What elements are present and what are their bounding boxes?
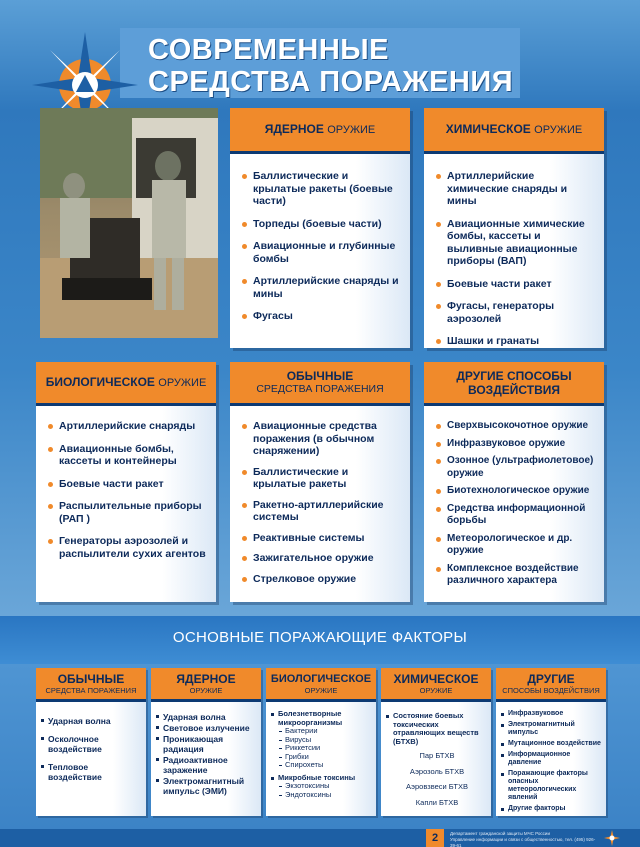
list-item: Инфразвуковое (501, 710, 603, 718)
factor-list (501, 710, 603, 813)
factor-card-other (496, 668, 606, 816)
list-item: Баллистические и крылатые ракеты (242, 466, 404, 491)
list-item: Артиллерийские снаряды (48, 420, 210, 433)
card-chemical-title-thin: ОРУЖИЕ (534, 124, 583, 136)
card-nuclear-list (242, 170, 404, 323)
factor-card-other-header (496, 668, 606, 702)
list-item: Радиоактивное заражение (156, 755, 258, 775)
factor-title: ОБЫЧНЫЕ (57, 672, 125, 686)
factor-card-chemical (381, 668, 491, 816)
list-item: Электромагнитный импульс (ЭМИ) (156, 776, 258, 796)
factor-subtitle: ОРУЖИЕ (189, 686, 223, 695)
factor-card-conventional (36, 668, 146, 816)
card-chemical-weapons (424, 108, 604, 348)
list-item: Тепловое воздействие (41, 762, 143, 782)
list-item: Аэрозоль БТХВ (409, 766, 465, 776)
card-conventional-title: ОБЫЧНЫЕ (286, 369, 354, 383)
footer-text (450, 831, 600, 847)
factor-title: ЯДЕРНОЕ (176, 672, 236, 686)
card-biological-list (48, 420, 210, 560)
factor-title: ДРУГИЕ (527, 672, 575, 686)
card-conventional-header (230, 362, 410, 406)
card-chemical-list (436, 170, 598, 348)
list-item: Баллистические и крылатые ракеты (боевые части) (242, 170, 404, 208)
card-conventional-weapons (230, 362, 410, 602)
card-other-header (424, 362, 604, 406)
list-item: Метеорологическое и др. оружие (436, 533, 598, 558)
factor-subtitle: ОРУЖИЕ (304, 686, 338, 695)
card-chemical-title-bold: ХИМИЧЕСКОЕ (445, 122, 531, 136)
list-item: Пар БТХВ (419, 751, 455, 760)
factor-list (41, 716, 143, 782)
list-item: Информационное давление (501, 751, 603, 767)
list-item: Грибки (271, 753, 373, 762)
footer-line-1: Департамент гражданской защиты МЧС России (450, 831, 550, 836)
list-item: Авиационные и глубинные бомбы (242, 240, 404, 265)
list-item: Стрелковое оружие (242, 573, 404, 586)
list-item: Распылительные приборы (РАП ) (48, 500, 210, 525)
factor-card-biological (266, 668, 376, 816)
list-item: Осколочное воздействие (41, 734, 143, 754)
factor-list (386, 712, 488, 807)
card-nuclear-title-bold: ЯДЕРНОЕ (264, 122, 324, 136)
list-item: Фугасы, генераторы аэрозолей (436, 300, 598, 325)
list-item: Поражающие факторы опасных метеорологических явлений (501, 770, 603, 802)
list-item: Авиационные бомбы, кассеты и контейнеры (48, 443, 210, 468)
list-item: Другие факторы (501, 805, 603, 813)
card-other-methods (424, 362, 604, 602)
card-biological-weapons (36, 362, 216, 602)
list-item: Авиационные средства поражения (в обычном снаряжении) (242, 420, 404, 458)
list-item: Вирусы (271, 736, 373, 745)
factors-title: ОСНОВНЫЕ ПОРАЖАЮЩИЕ ФАКТОРЫ (172, 629, 468, 646)
list-item: Аэровзвеси БТХВ (406, 782, 468, 791)
factor-card-nuclear (151, 668, 261, 816)
list-item: Комплексное воздействие различного характера (436, 563, 598, 588)
protective-suits-photo (40, 108, 218, 338)
card-conventional-list (242, 420, 404, 585)
list-item: Электромагнитный импульс (501, 721, 603, 737)
list-item: Состояние боевых токсических отравляющих веществ (БТХВ) (386, 712, 488, 746)
list-item: Сверхвысокочотное оружие (436, 420, 598, 433)
card-nuclear-title-thin: ОРУЖИЕ (327, 124, 376, 136)
list-item: Ракетно-артиллерийские системы (242, 499, 404, 524)
list-item: Артиллерийские снаряды и мины (242, 275, 404, 300)
list-item: Ударная волна (156, 712, 258, 722)
card-conventional-subtitle: СРЕДСТВА ПОРАЖЕНИЯ (256, 383, 384, 395)
list-item: Боевые части ракет (436, 278, 598, 291)
card-nuclear-weapons (230, 108, 410, 348)
list-item: Капли БТХВ (415, 797, 459, 807)
list-item: Боевые части ракет (48, 478, 210, 491)
list-item: Биотехнологическое оружие (436, 485, 598, 498)
factor-list (156, 712, 258, 796)
factor-list (271, 710, 373, 799)
list-item: Спирохеты (271, 761, 373, 770)
factor-title: ХИМИЧЕСКОЕ (393, 672, 479, 686)
card-other-title-2: ВОЗДЕЙСТВИЯ (467, 382, 560, 397)
card-other-title: ДРУГИЕ СПОСОБЫ (456, 368, 572, 383)
page-number: 2 (426, 829, 444, 847)
list-item: Микробные токсины (271, 774, 373, 783)
factor-card-biological-header (266, 668, 376, 702)
list-item: Эндотоксины (271, 791, 373, 800)
list-item: Ударная волна (41, 716, 143, 726)
list-item: Реактивные системы (242, 532, 404, 545)
card-biological-title-bold: БИОЛОГИЧЕСКОЕ (45, 375, 155, 389)
factor-title: БИОЛОГИЧЕСКОЕ (270, 673, 372, 685)
card-other-list (436, 420, 598, 588)
list-item: Экзотоксины (271, 782, 373, 791)
list-item: Торпеды (боевые части) (242, 218, 404, 231)
page-title: СОВРЕМЕННЫЕ СРЕДСТВА ПОРАЖЕНИЯ (148, 34, 514, 98)
list-item: Инфразвуковое оружие (436, 438, 598, 451)
list-item: Световое излучение (156, 723, 258, 733)
card-nuclear-header (230, 108, 410, 154)
factor-subtitle: СРЕДСТВА ПОРАЖЕНИЯ (45, 686, 137, 695)
factor-card-conventional-header (36, 668, 146, 702)
list-item: Авиационные химические бомбы, кассеты и выливные авиационные приборы (ВАП) (436, 218, 598, 268)
card-biological-title-thin: ОРУЖИЕ (158, 377, 207, 389)
list-item: Болезнетворные микроорганизмы (271, 710, 373, 727)
list-item: Шашки и гранаты (436, 335, 598, 348)
card-biological-header (36, 362, 216, 406)
factor-subtitle: СПОСОБЫ ВОЗДЕЙСТВИЯ (502, 686, 600, 695)
list-item: Средства информационной борьбы (436, 503, 598, 528)
list-item: Мутационное воздействие (501, 740, 603, 748)
list-item: Озонное (ультрафиолетовое) оружие (436, 455, 598, 480)
list-item: Генераторы аэрозолей и распылители сухих агентов (48, 535, 210, 560)
factor-subtitle: ОРУЖИЕ (419, 686, 453, 695)
list-item: Проникающая радиация (156, 734, 258, 754)
footer-line-2: Управление информации и связи с общественностью, тел. (495) 926-39-61 (450, 837, 596, 847)
card-chemical-header (424, 108, 604, 154)
list-item: Фугасы (242, 310, 404, 323)
factor-card-nuclear-header (151, 668, 261, 702)
footer-emblem-icon (604, 830, 620, 846)
list-item: Артиллерийские химические снаряды и мины (436, 170, 598, 208)
list-item: Бактерии (271, 727, 373, 736)
list-item: Зажигательное оружие (242, 552, 404, 565)
factor-card-chemical-header (381, 668, 491, 702)
list-item: Риккетсии (271, 744, 373, 753)
